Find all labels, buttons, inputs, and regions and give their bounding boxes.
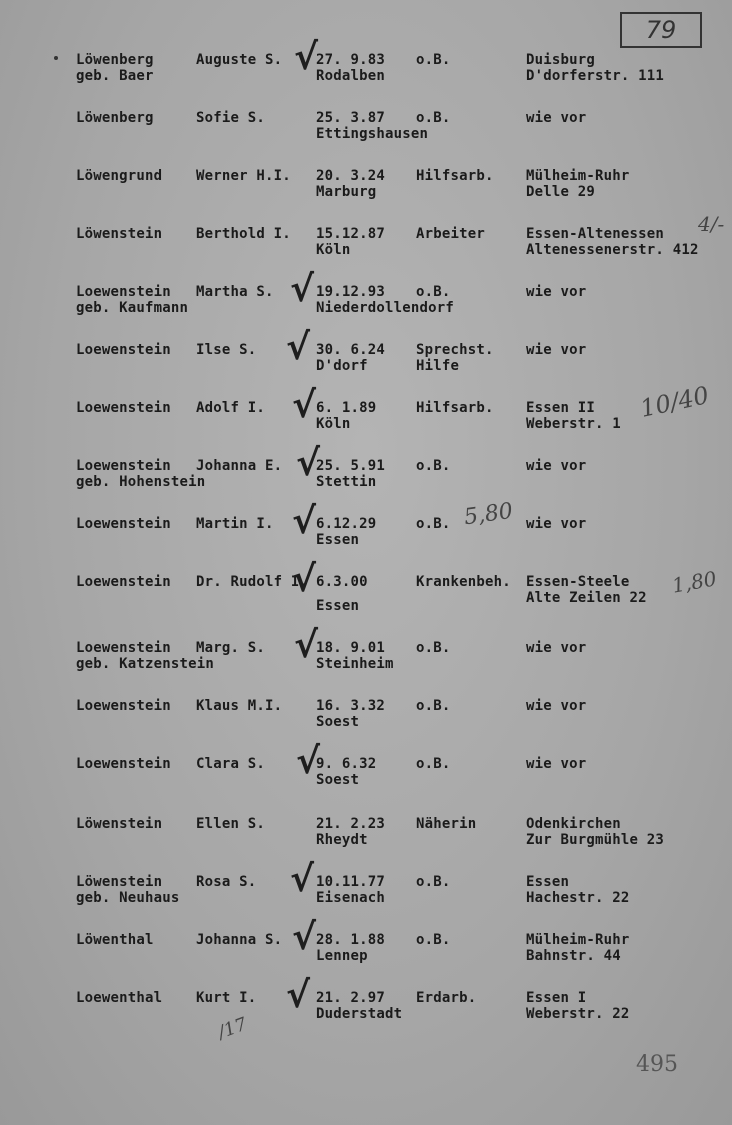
birth-date: 21. 2.23 [316,816,386,832]
occupation: o.B. [416,110,451,126]
record-row [0,559,732,622]
surname: Löwenberg [76,110,154,126]
birthplace: Köln [316,242,351,258]
given-name: Sofie S. [196,110,266,126]
record-row [0,816,732,864]
address-line1: Essen II [526,400,596,416]
given-name: Johanna S. [196,932,283,948]
surname: Loewenthal [76,990,163,1006]
given-name: Berthold I. [196,226,291,242]
address-line1: Essen-Altenessen [526,226,665,242]
annotation-row4: 4/- [698,212,725,236]
address-line2: Alte Zeilen 22 [526,590,647,606]
birth-date: 25. 3.87 [316,110,386,126]
address-line1: wie vor [526,110,587,126]
birthplace: Rheydt [316,832,368,848]
address-line1: Essen I [526,990,587,1006]
surname: Loewenstein [76,516,171,532]
given-name: Dr. Rudolf I. [196,574,309,590]
birthplace: Lennep [316,948,368,964]
address-line2: Weberstr. 22 [526,1006,630,1022]
birth-date: 27. 9.83 [316,52,386,68]
birthplace: Marburg [316,184,377,200]
record-row [0,37,732,100]
birthplace: Essen [316,532,360,548]
surname: Loewenstein [76,400,171,416]
checkmark-icon: √ [286,327,311,368]
surname: Löwenstein [76,226,163,242]
annotation-row10: 1,80 [670,566,719,598]
occupation: Erdarb. [416,990,477,1006]
surname: Löwenthal [76,932,154,948]
maiden-name: geb. Katzenstein [76,656,215,672]
maiden-name: geb. Hohenstein [76,474,206,490]
birth-date: 16. 3.32 [316,698,386,714]
address-line1: wie vor [526,640,587,656]
birthplace: Soest [316,772,360,788]
given-name: Klaus M.I. [196,698,283,714]
birthplace: Köln [316,416,351,432]
address-line2: Weberstr. 1 [526,416,621,432]
birthplace: Steinheim [316,656,394,672]
address-line2: D'dorferstr. 111 [526,68,665,84]
record-row [0,741,732,804]
occupation: o.B. [416,756,451,772]
birth-date: 30. 6.24 [316,342,386,358]
record-row [0,110,732,158]
record-row [0,327,732,390]
record-row [0,975,732,1038]
birth-date: 10.11.77 [316,874,386,890]
birthplace: Rodalben [316,68,386,84]
surname: Loewenstein [76,640,171,656]
birth-date: 18. 9.01 [316,640,386,656]
given-name: Clara S. [196,756,266,772]
occupation: o.B. [416,698,451,714]
checkmark-icon: √ [290,269,315,310]
birth-date: 6.12.29 [316,516,377,532]
record-row [0,168,732,216]
address-line2: Delle 29 [526,184,596,200]
address-line1: wie vor [526,342,587,358]
occupation-line2: Hilfe [416,358,460,374]
checkmark-icon: √ [294,37,319,78]
occupation: Arbeiter [416,226,486,242]
occupation: Hilfsarb. [416,400,494,416]
given-name: Ellen S. [196,816,266,832]
checkmark-icon: √ [292,501,317,542]
occupation: Sprechst. [416,342,494,358]
birthplace: Soest [316,714,360,730]
address-line1: Essen-Steele [526,574,630,590]
birth-date: 6.3.00 [316,574,368,590]
given-name: Adolf I. [196,400,266,416]
maiden-name: geb. Neuhaus [76,890,180,906]
occupation: o.B. [416,458,451,474]
occupation: o.B. [416,516,451,532]
occupation: Näherin [416,816,477,832]
address-line2: Hachestr. 22 [526,890,630,906]
surname: Loewenstein [76,574,171,590]
birthplace: Essen [316,598,360,614]
maiden-name: geb. Baer [76,68,154,84]
given-name: Ilse S. [196,342,257,358]
record-row [0,385,732,448]
birth-date: 19.12.93 [316,284,386,300]
occupation: Krankenbeh. [416,574,511,590]
surname: Löwenstein [76,874,163,890]
page-number: 79 [620,12,702,48]
address-line1: wie vor [526,698,587,714]
maiden-name: geb. Kaufmann [76,300,189,316]
occupation: o.B. [416,52,451,68]
bottom-number: 495 [636,1052,678,1077]
address-line2: Bahnstr. 44 [526,948,621,964]
address-line1: Essen [526,874,570,890]
checkmark-icon: √ [296,741,321,782]
address-line1: wie vor [526,756,587,772]
birthplace: Duderstadt [316,1006,403,1022]
given-name: Rosa S. [196,874,257,890]
annotation-row9: 5,80 [462,498,515,531]
occupation: Hilfsarb. [416,168,494,184]
surname: Loewenstein [76,756,171,772]
given-name: Auguste S. [196,52,283,68]
address-line1: wie vor [526,458,587,474]
address-line1: Mülheim-Ruhr [526,932,630,948]
surname: Löwenberg [76,52,154,68]
address-line1: Duisburg [526,52,596,68]
given-name: Werner H.I. [196,168,291,184]
address-line1: wie vor [526,284,587,300]
checkmark-icon: √ [292,917,317,958]
record-row [0,859,732,922]
birth-date: 15.12.87 [316,226,386,242]
birthplace: Niederdollendorf [316,300,455,316]
given-name: Johanna E. [196,458,283,474]
birth-date: 6. 1.89 [316,400,377,416]
address-line2: Altenessenerstr. 412 [526,242,699,258]
surname: Loewenstein [76,698,171,714]
surname: Loewenstein [76,284,171,300]
checkmark-icon: √ [290,859,315,900]
given-name: Kurt I. [196,990,257,1006]
checkmark-icon: √ [296,443,321,484]
record-row [0,698,732,746]
record-row [0,443,732,506]
checkmark-icon: √ [286,975,311,1016]
birth-date: 21. 2.97 [316,990,386,1006]
given-name: Martin I. [196,516,274,532]
record-row [0,269,732,332]
birthplace: D'dorf [316,358,368,374]
record-row [0,917,732,980]
record-row [0,625,732,688]
address-line1: wie vor [526,516,587,532]
occupation: o.B. [416,284,451,300]
birth-date: 20. 3.24 [316,168,386,184]
bottom-mark: /17 [215,1013,250,1044]
checkmark-icon: √ [292,559,317,600]
address-line1: Mülheim-Ruhr [526,168,630,184]
checkmark-icon: √ [294,625,319,666]
surname: Loewenstein [76,458,171,474]
occupation: o.B. [416,874,451,890]
given-name: Marg. S. [196,640,266,656]
given-name: Martha S. [196,284,274,300]
birthplace: Eisenach [316,890,386,906]
birth-date: 28. 1.88 [316,932,386,948]
surname: Loewenstein [76,342,171,358]
record-row [0,226,732,274]
address-line1: Odenkirchen [526,816,621,832]
annotation-row7: 10/40 [637,381,712,423]
checkmark-icon: √ [292,385,317,426]
surname: Löwenstein [76,816,163,832]
birthplace: Ettingshausen [316,126,429,142]
birth-date: 25. 5.91 [316,458,386,474]
occupation: o.B. [416,640,451,656]
birth-date: 9. 6.32 [316,756,377,772]
occupation: o.B. [416,932,451,948]
birthplace: Stettin [316,474,377,490]
address-line2: Zur Burgmühle 23 [526,832,665,848]
surname: Löwengrund [76,168,163,184]
